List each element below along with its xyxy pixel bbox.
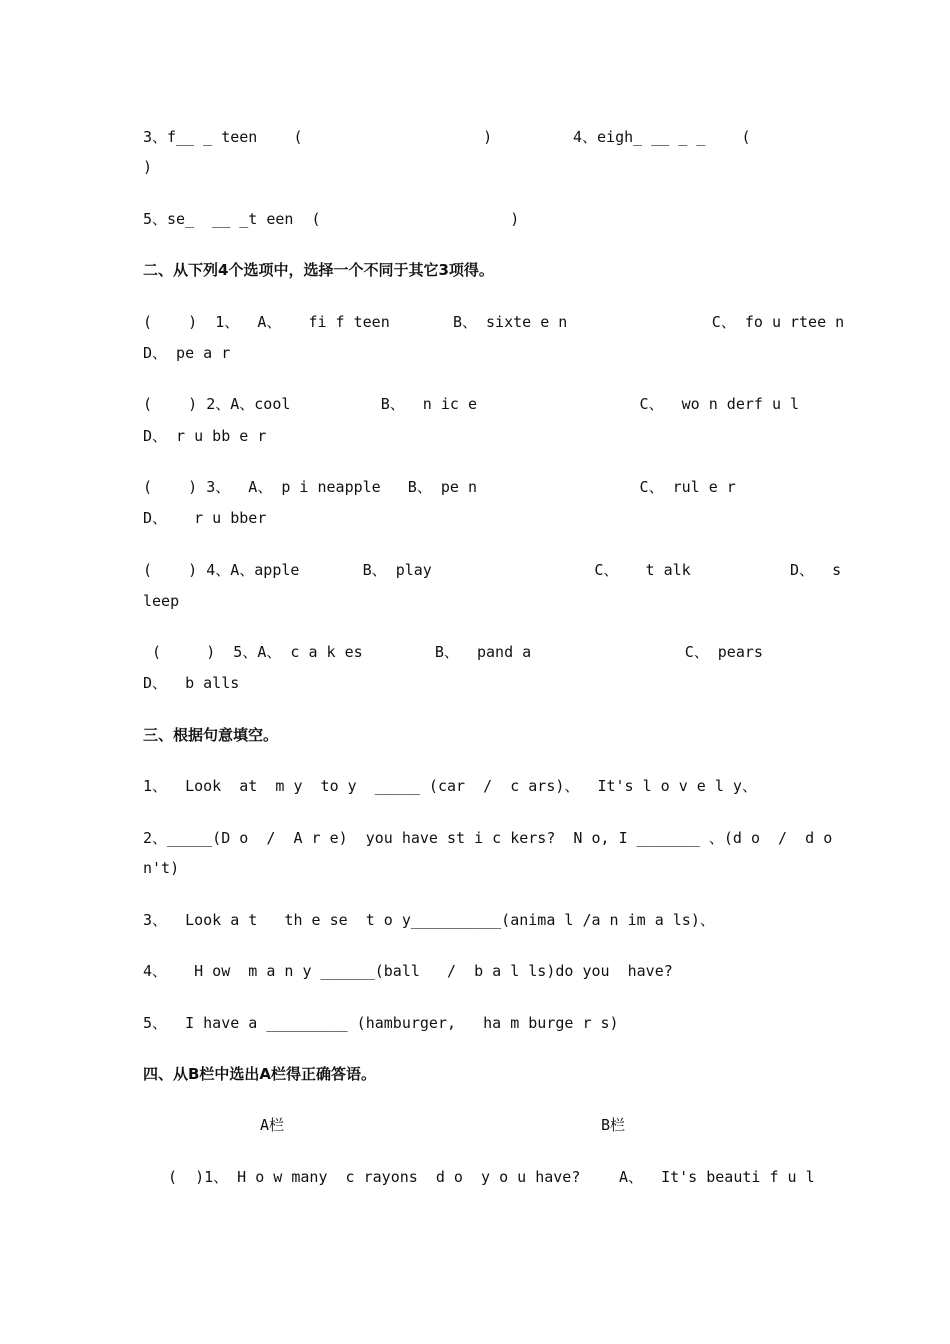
column-b-label: B栏	[601, 1116, 626, 1134]
p2-q3-line-b: D、 r u bber	[143, 509, 267, 527]
p2-q5-line-a: ( ) 5、A、 c a k es B、 pand a C、 pears	[143, 643, 763, 661]
p3-sentence-2-line-a: 2、_____(D o / A r e) you have st i c kers? N o, I _______ 、(d o / d o	[143, 829, 833, 847]
p1-line-1c: )	[143, 158, 153, 176]
p1-line-1a: 3、f__ _ teen ( )	[143, 128, 493, 146]
p1-line-2: 5、se_ __ _t een ( )	[143, 210, 520, 228]
p3-sentence-1: 1、 Look at m y to y _____ (car / c ars)、 It's l o v e l y、	[143, 777, 757, 795]
part2-heading: 二、从下列4个选项中，选择一个不同于其它3项得。	[143, 261, 494, 279]
p2-q1-line-a: ( ) 1、 A、 fi f teen B、 sixte e n C、 fo u rtee n	[143, 313, 845, 331]
part3-heading: 三、根据句意填空。	[143, 726, 279, 744]
p2-q4-line-b: leep	[143, 592, 180, 610]
p1-line-1b: 4、eigh_ __ _ _ (	[573, 128, 751, 146]
p2-q5-line-b: D、 b alls	[143, 674, 240, 692]
column-a-label: A栏	[260, 1116, 285, 1134]
p2-q2-line-b: D、 r u bb e r	[143, 427, 267, 445]
part4-heading: 四、从B栏中选出A栏得正确答语。	[143, 1065, 377, 1083]
p2-q2-line-a: ( ) 2、A、cool B、 n ic e C、 wo n derf u l	[143, 395, 800, 413]
p3-sentence-4: 4、 H ow m a n y ______(ball / b a l ls)do you have?	[143, 962, 673, 980]
p2-q4-line-a: ( ) 4、A、apple B、 play C、 t alk D、 s	[143, 561, 842, 579]
p4-q1-question: ( )1、 H o w many c rayons d o y o u have?	[168, 1168, 581, 1186]
p2-q1-line-b: D、 pe a r	[143, 344, 231, 362]
p2-q3-line-a: ( ) 3、 A、 p i neapple B、 pe n C、 rul e r	[143, 478, 736, 496]
p4-q1-answer-a: A、 It's beauti f u l	[619, 1168, 815, 1186]
p3-sentence-2-line-b: n't)	[143, 859, 180, 877]
p3-sentence-5: 5、 I have a _________ (hamburger, ha m burge r s)	[143, 1014, 619, 1032]
p3-sentence-3: 3、 Look a t th e se t o y__________(anima l /a n im a ls)、	[143, 911, 715, 929]
